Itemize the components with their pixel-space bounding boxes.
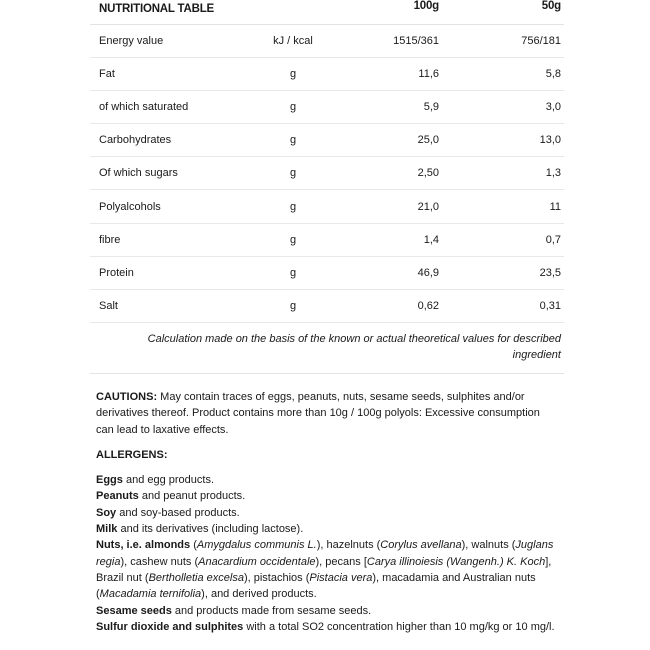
value-50g: 11 [549, 200, 561, 213]
latin-name: Macadamia ternifolia [99, 588, 202, 601]
allergen-text: ( [190, 539, 197, 552]
table-row [90, 190, 564, 223]
allergen-text: ), and derived products. [201, 588, 317, 601]
allergen-nuts [96, 537, 556, 602]
allergen-text: and soy-based products. [116, 506, 240, 519]
value-100g: 2,50 [417, 167, 439, 180]
allergen-name: Eggs [96, 474, 123, 487]
header-50g: 50g [541, 0, 561, 12]
nutrient-name: Of which sugars [99, 167, 178, 180]
allergens-title: ALLERGENS: [96, 448, 168, 461]
value-100g: 5,9 [423, 100, 439, 113]
table-header-row [90, 0, 564, 24]
calculation-note: Calculation made on the basis of the known or actual theoretical values for described ingredient [147, 333, 561, 362]
table-note-row [90, 323, 564, 374]
allergen-name: Soy [96, 506, 117, 519]
nutrient-name: Energy value [99, 34, 164, 47]
value-50g: 23,5 [539, 266, 561, 279]
allergen-soy [96, 505, 556, 521]
table-title: NUTRITIONAL TABLE [99, 3, 214, 15]
value-100g: 1,4 [423, 233, 439, 246]
cautions-label: CAUTIONS: [96, 391, 158, 403]
allergen-text: and egg products. [122, 474, 215, 487]
table-row [90, 223, 564, 256]
header-unit-cell [256, 0, 330, 24]
allergen-name: Peanuts [96, 490, 139, 503]
value-50g: 3,0 [545, 100, 561, 113]
allergen-text: and peanut products. [138, 490, 246, 503]
nutrient-unit: g [289, 100, 297, 113]
nutrient-unit: g [289, 233, 297, 246]
nutrient-unit: g [289, 67, 297, 80]
allergen-text: ), pecans [ [315, 555, 367, 568]
value-50g: 0,31 [539, 300, 561, 313]
latin-name: Pistacia vera [309, 571, 373, 584]
nutrient-name: Fat [99, 67, 115, 80]
nutrient-name: of which saturated [99, 100, 189, 113]
nutrient-unit: g [289, 167, 297, 180]
allergen-name: Sulfur dioxide and sulphites [96, 620, 244, 633]
value-50g: 1,3 [545, 167, 561, 180]
table-row [90, 256, 564, 289]
table-row [90, 290, 564, 323]
value-50g: 0,7 [545, 233, 561, 246]
allergen-sulphites [96, 619, 556, 635]
allergen-name: Sesame seeds [96, 604, 172, 617]
latin-name: Carya illinoiesis (Wangenh.) K. Koch [366, 555, 546, 568]
value-100g: 0,62 [417, 300, 439, 313]
allergen-text: and its derivatives (including lactose). [117, 523, 304, 536]
table-row [90, 124, 564, 157]
allergen-text: ], Brazil nut ( [96, 555, 552, 584]
value-100g: 11,6 [418, 67, 439, 80]
nutrient-name: Protein [99, 266, 134, 279]
allergen-text: and products made from sesame seeds. [171, 604, 372, 617]
allergen-text: ), pistachios ( [243, 571, 310, 584]
table-row [90, 24, 564, 57]
value-50g: 13,0 [539, 134, 561, 147]
allergen-sesame [96, 603, 556, 619]
nutrient-unit: kJ / kcal [273, 34, 313, 47]
value-100g: 25,0 [417, 134, 439, 147]
allergen-text: ), cashew nuts ( [120, 555, 199, 568]
allergen-text: with a total SO2 concentration higher than 10 mg/kg or 10 mg/l. [243, 620, 555, 633]
allergen-text: ), walnuts ( [461, 539, 516, 552]
table-row [90, 157, 564, 190]
nutrient-unit: g [289, 266, 297, 279]
latin-name: Amygdalus communis L. [196, 539, 317, 552]
allergen-milk [96, 521, 556, 537]
latin-name: Bertholletia excelsa [148, 571, 244, 584]
value-100g: 21,0 [417, 200, 439, 213]
value-50g: 5,8 [545, 67, 561, 80]
value-100g: 1515/361 [393, 34, 439, 47]
value-50g: 756/181 [521, 34, 561, 47]
allergen-peanuts [96, 488, 556, 504]
allergen-eggs [96, 472, 556, 488]
nutrient-name: Polyalcohols [99, 200, 161, 213]
allergen-name: Milk [96, 523, 118, 536]
table-row [90, 57, 564, 90]
nutrient-unit: g [289, 200, 297, 213]
header-100g: 100g [413, 0, 439, 12]
nutrient-name: Carbohydrates [99, 134, 172, 147]
cautions-text: May contain traces of eggs, peanuts, nuts, sesame seeds, sulphites and/or derivatives thereof. Product contains more than 10g / 100g polyols: Excessive consumption can lead to laxative effects. [96, 391, 540, 436]
nutrient-unit: g [289, 300, 297, 313]
nutrient-name: Salt [99, 300, 118, 313]
cautions-paragraph [96, 389, 556, 438]
nutrient-unit: g [289, 134, 297, 147]
latin-name: Corylus avellana [380, 539, 462, 552]
allergen-text: ), macadamia and Australian nuts ( [96, 571, 536, 601]
latin-name: Juglans regia [96, 539, 554, 568]
allergen-text: ), hazelnuts ( [316, 539, 381, 552]
allergen-name: Nuts, i.e. almonds [96, 539, 191, 552]
latin-name: Anacardium occidentale [198, 555, 316, 568]
value-100g: 46,9 [417, 266, 439, 279]
table-row [90, 90, 564, 123]
nutrient-name: fibre [99, 233, 121, 246]
product-info [96, 389, 556, 635]
nutrition-table [90, 0, 564, 374]
